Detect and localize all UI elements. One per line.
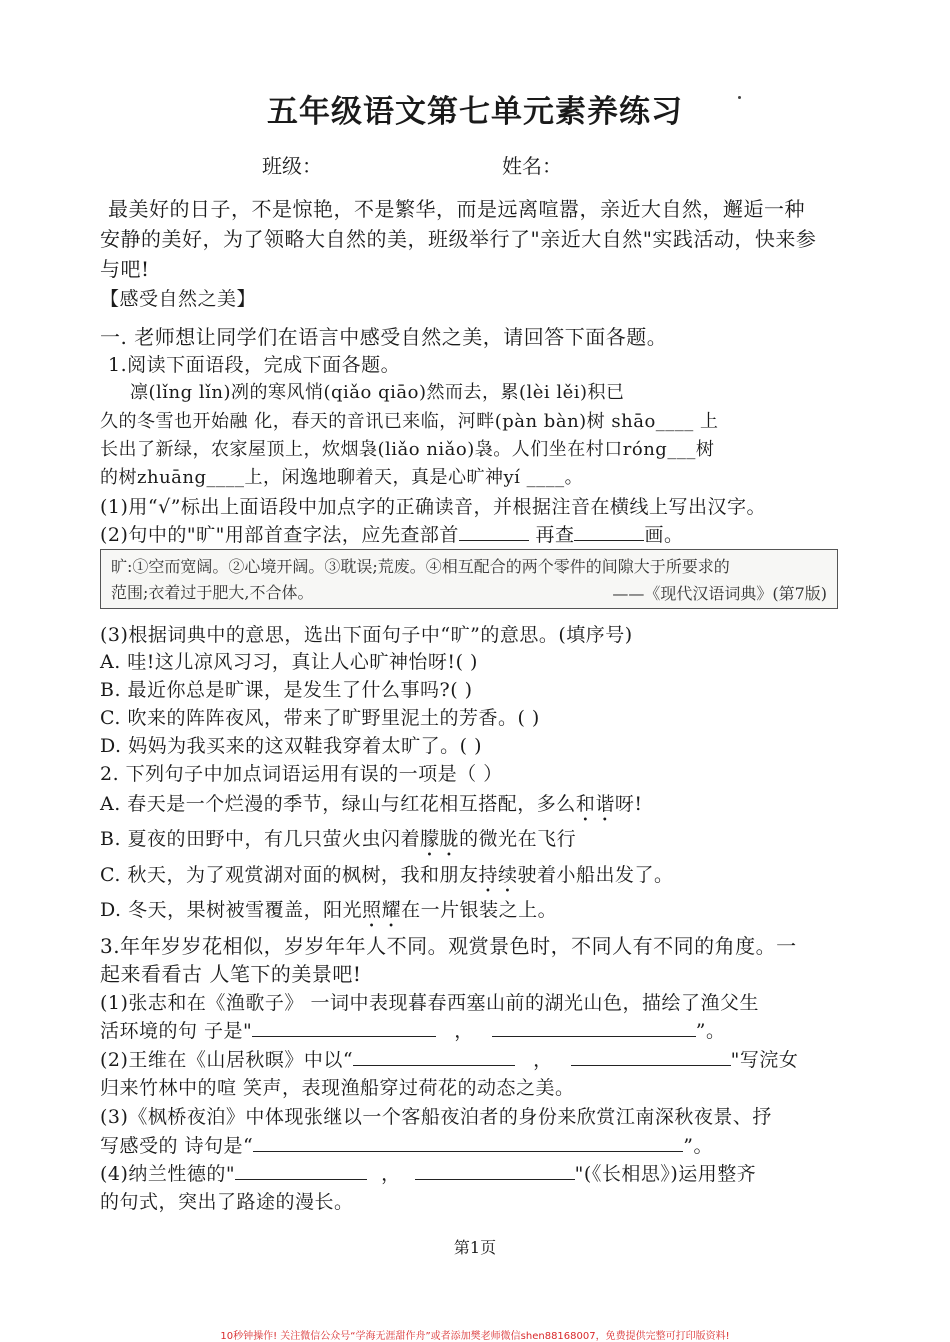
q3-item-3-line-2 <box>100 1133 860 1159</box>
q3-i2-text-1: (2)王维在《山居秋暝》中以“ <box>100 1049 354 1071</box>
q3-i3-text-1: 写感受的 诗句是“ <box>100 1135 254 1157</box>
dictionary-line-1: 旷:①空而宽阔。②心境开阔。③耽误;荒废。④相互配合的两个零件的间隙大于所要求的 <box>111 557 730 576</box>
q3-item-1-line-2 <box>100 1018 860 1044</box>
q3-i1-text-1: 活环境的句 子是" <box>100 1020 253 1042</box>
part-2-instruction <box>100 522 860 548</box>
q3-i1-close: ”。 <box>695 1020 726 1042</box>
q3-i4-blank-2[interactable] <box>415 1161 575 1180</box>
dictionary-entry-box <box>100 549 838 609</box>
intro-line-2: 安静的美好，为了领略大自然的美，班级举行了"亲近大自然"实践活动，快来参 <box>100 227 817 251</box>
part-2-text-b: 再查 <box>535 524 575 546</box>
dictionary-source: ——《现代汉语词典》(第7版) <box>612 584 827 603</box>
q3-i1-blank-1[interactable] <box>252 1018 436 1037</box>
q3-i1-blank-2[interactable] <box>492 1018 696 1037</box>
q3-i2-comma: ， <box>533 1049 553 1071</box>
q3-item-1-line-1: (1)张志和在《渔歌子》 一词中表现暮春西塞山前的湖光山色，描绘了渔父生 <box>100 992 759 1014</box>
intro-line-3: 与吧! <box>100 257 150 281</box>
q3-i2-blank-1[interactable] <box>353 1047 515 1066</box>
q2-d-text-1: D. 冬天，果树被雪覆盖，阳光 <box>100 899 363 921</box>
q2-b-text-1: B. 夏夜的田野中，有几只萤火虫闪着 <box>100 828 421 850</box>
question-1-heading: 一. 老师想让同学们在语言中感受自然之美，请回答下面各题。 <box>100 325 668 349</box>
q3-i2-blank-2[interactable] <box>571 1047 731 1066</box>
stroke-count-blank[interactable] <box>574 522 644 541</box>
q2-d-dotted: 照耀 <box>362 899 402 921</box>
q3-item-2-line-1 <box>100 1047 860 1073</box>
q2-c-text-2: 驶着小船出发了。 <box>517 864 674 886</box>
option-b: B. 最近你总是旷课，是发生了什么事吗?( ) <box>100 679 473 701</box>
question-3-line-2: 起来看看古 人笔下的美景吧! <box>100 962 362 986</box>
q2-d-text-2: 在一片银装之上。 <box>401 899 558 921</box>
passage-line-3: 长出了新绿，农家屋顶上，炊烟袅(liǎo niǎo)袅。人们坐在村口róng___树 <box>100 439 715 460</box>
part-1-instruction: (1)用“√”标出上面语段中加点字的正确读音，并根据注音在横线上写出汉字。 <box>100 496 766 518</box>
q2-choice-a <box>100 791 860 826</box>
option-d: D. 妈妈为我买来的这双鞋我穿着太旷了。( ) <box>100 735 483 757</box>
class-label: 班级： <box>262 154 322 178</box>
q3-item-4-line-1 <box>100 1161 860 1187</box>
question-3-line-1: 3.年年岁岁花相似，岁岁年年人不同。观赏景色时，不同人有不同的角度。一 <box>100 934 797 958</box>
name-label: 姓名： <box>502 154 562 178</box>
q3-item-2-line-2: 归来竹林中的喧 笑声，表现渔船穿过荷花的动态之美。 <box>100 1077 575 1099</box>
passage-line-2: 久的冬雪也开始融 化，春天的音讯已来临，河畔(pàn bàn)树 shāo____ 上 <box>100 411 719 432</box>
question-2-heading: 2. 下列句子中加点词语运用有误的一项是（ ） <box>100 763 503 785</box>
part-3-instruction: (3)根据词典中的意思，选出下面句子中“旷”的意思。(填序号) <box>100 624 633 646</box>
q2-b-dotted: 朦胧 <box>420 828 460 850</box>
q3-i3-blank[interactable] <box>253 1133 683 1152</box>
passage-line-1: 凛(lǐng lǐn)冽的寒风悄(qiǎo qiāo)然而去，累(lèi lěi)积已 <box>130 382 625 403</box>
q3-i4-blank-1[interactable] <box>235 1161 367 1180</box>
q3-i2-text-2: "写浣女 <box>730 1049 799 1071</box>
q3-item-4-line-2: 的句式，突出了路途的漫长。 <box>100 1191 354 1213</box>
dictionary-line-2: 范围;衣着过于肥大,不合体。 <box>111 583 314 602</box>
q3-i4-text-2: "(《长相思》)运用整齐 <box>574 1163 757 1185</box>
class-field <box>262 150 328 179</box>
name-field <box>502 150 568 179</box>
part-2-text-c: 画。 <box>644 524 684 546</box>
q2-a-dotted: 和谐 <box>575 793 615 815</box>
q2-a-text-1: A. 春天是一个烂漫的季节，绿山与红花相互搭配，多么 <box>100 793 576 815</box>
q2-a-text-2: 呀! <box>614 793 643 815</box>
page-number: 第1页 <box>453 1238 497 1257</box>
q3-i1-comma: ， <box>454 1020 474 1042</box>
q3-i3-close: ”。 <box>683 1135 713 1157</box>
q3-item-3-line-1: (3)《枫桥夜泊》中体现张继以一个客船夜泊者的身份来欣赏江南深秋夜景、抒 <box>100 1106 772 1128</box>
q3-i4-comma: ， <box>381 1163 401 1185</box>
radical-blank[interactable] <box>459 522 529 541</box>
q2-b-text-2: 的微光在飞行 <box>459 828 577 850</box>
promo-banner: 10秒钟操作! 关注微信公众号“学海无涯甜作舟”或者添加樊老师微信shen88168007，免费提供完整可打印版资料! <box>220 1331 730 1342</box>
q2-choice-b <box>100 826 860 861</box>
option-c: C. 吹来的阵阵夜风，带来了旷野里泥土的芳香。( ) <box>100 707 540 729</box>
option-a: A. 哇!这儿凉风习习，真让人心旷神怡呀!( ) <box>100 651 478 673</box>
passage-line-4: 的树zhuāng____上，闲逸地聊着天，真是心旷神yí ____。 <box>100 467 584 488</box>
q2-c-text-1: C. 秋天，为了观赏湖对面的枫树，我和朋友 <box>100 864 479 886</box>
q3-i4-text-1: (4)纳兰性德的" <box>100 1163 236 1185</box>
section-heading: 【感受自然之美】 <box>100 288 257 310</box>
intro-line-1: 最美好的日子，不是惊艳，不是繁华，而是远离喧嚣，亲近大自然，邂逅一种 <box>108 197 805 221</box>
question-1-sub-1: 1.阅读下面语段，完成下面各题。 <box>108 354 401 376</box>
q2-choice-c <box>100 862 860 897</box>
q2-choice-d <box>100 897 860 932</box>
page-title: 五年级语文第七单元素养练习 <box>267 94 683 130</box>
q2-c-dotted: 持续 <box>478 864 518 886</box>
part-2-text-a: (2)句中的"旷"用部首查字法，应先查部首 <box>100 524 459 546</box>
